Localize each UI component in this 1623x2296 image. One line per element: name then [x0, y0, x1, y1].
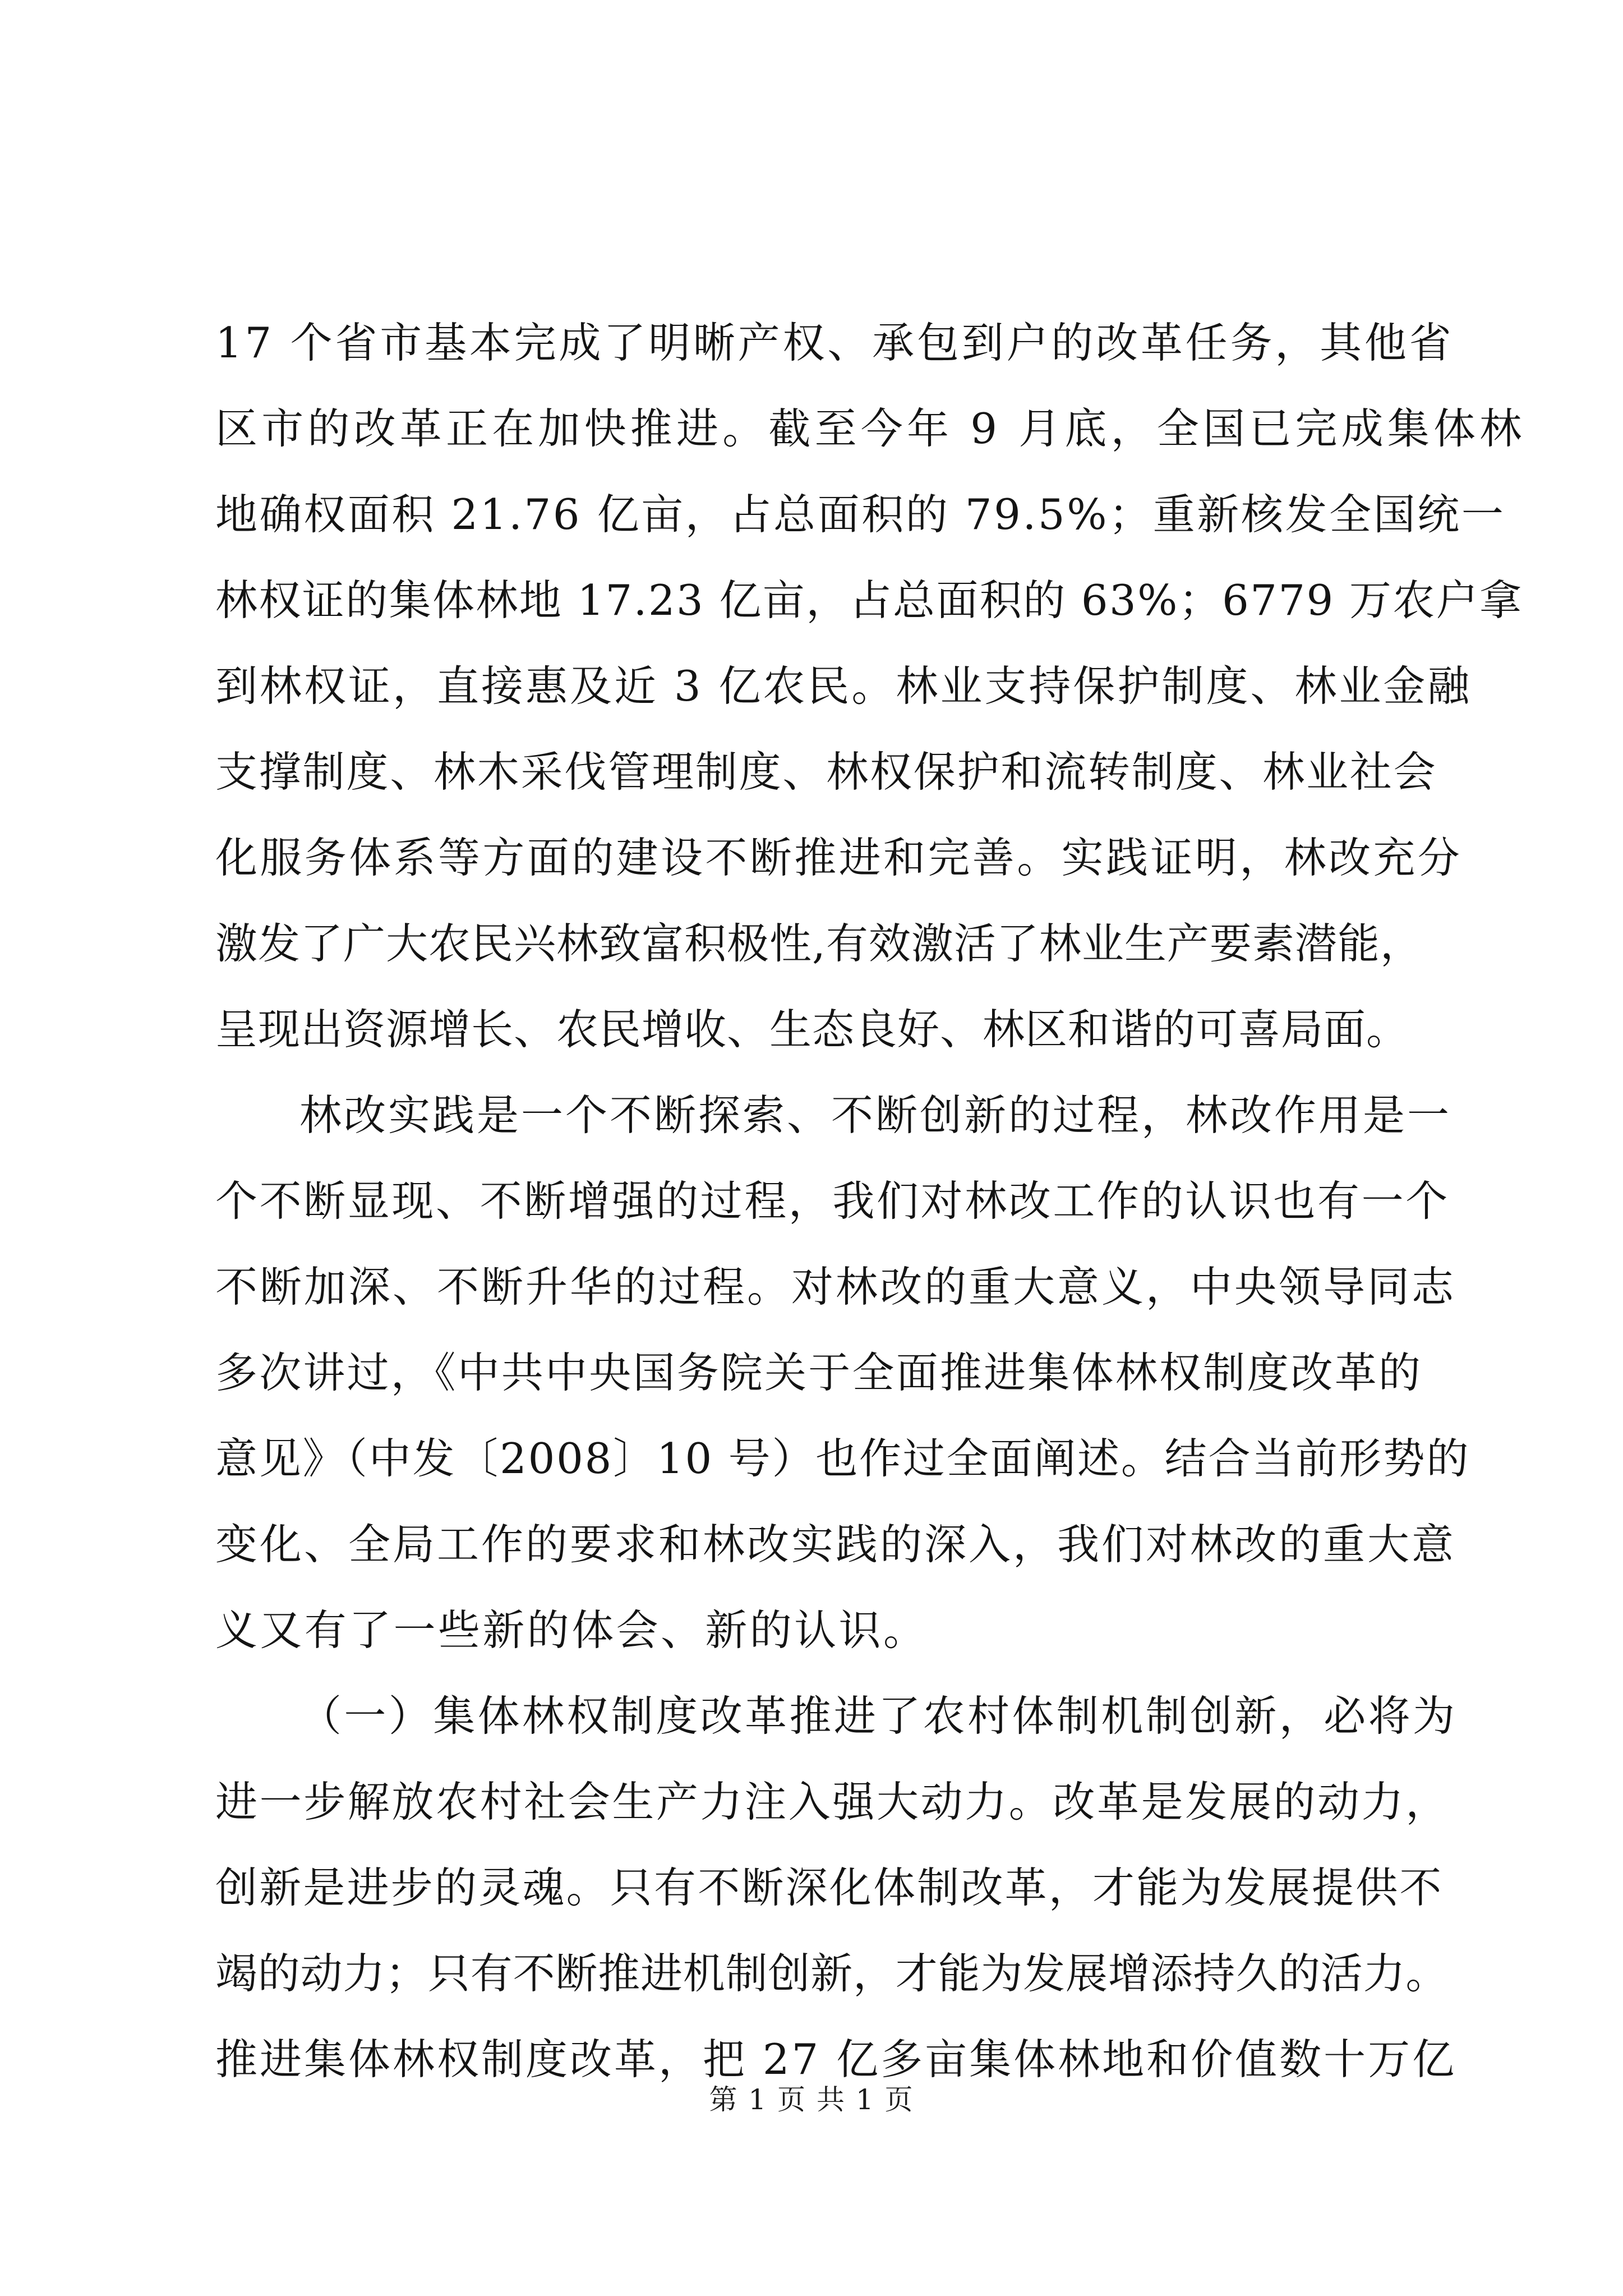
section-heading-line: （一）集体林权制度改革推进了农村体制机制创新，必将为	[299, 1691, 1458, 1741]
page-footer: 第 1 页 共 1 页	[709, 2083, 914, 2116]
text-line: 不断加深、不断升华的过程。对林改的重大意义，中央领导同志	[215, 1262, 1456, 1312]
text-line: 进一步解放农村社会生产力注入强大动力。改革是发展的动力，	[215, 1777, 1450, 1826]
text-line: 义又有了一些新的体会、新的认识。	[215, 1605, 928, 1655]
text-line: 到林权证，直接惠及近 3 亿农民。林业支持保护制度、林业金融	[215, 661, 1472, 711]
text-line: 林权证的集体林地 17.23 亿亩，占总面积的 63%；6779 万农户拿	[215, 576, 1523, 625]
text-line: 化服务体系等方面的建设不断推进和完善。实践证明，林改充分	[215, 833, 1463, 882]
text-line: 个不断显现、不断增强的过程，我们对林改工作的认识也有一个	[215, 1176, 1450, 1226]
text-line: 竭的动力；只有不断推进机制创新，才能为发展增添持久的活力。	[215, 1949, 1449, 1998]
body-text	[215, 300, 1526, 2102]
text-line: 地确权面积 21.76 亿亩，占总面积的 79.5%；重新核发全国统一	[215, 490, 1506, 539]
text-line: 创新是进步的灵魂。只有不断深化体制改革，才能为发展提供不	[215, 1863, 1444, 1912]
text-line: 支撑制度、林木采伐管理制度、林权保护和流转制度、林业社会	[215, 747, 1437, 797]
paragraph-start-line: 林改实践是一个不断探索、不断创新的过程，林改作用是一	[299, 1091, 1452, 1140]
text-line: 变化、全局工作的要求和林改实践的深入，我们对林改的重大意	[215, 1520, 1456, 1569]
text-line: 意见》（中发〔2008〕10 号）也作过全面阐述。结合当前形势的	[215, 1434, 1470, 1483]
text-line: 呈现出资源增长、农民增收、生态良好、林区和谐的可喜局面。	[215, 1005, 1409, 1054]
text-line: 推进集体林权制度改革，把 27 亿多亩集体林地和价值数十万亿	[215, 2035, 1457, 2084]
text-line: 区市的改革正在加快推进。截至今年 9 月底，全国已完成集体林	[215, 404, 1526, 453]
text-line: 17 个省市基本完成了明晰产权、承包到户的改革任务，其他省	[215, 318, 1454, 367]
text-line: 激发了广大农民兴林致富积极性,有效激活了林业生产要素潜能，	[215, 919, 1423, 968]
text-line: 多次讲过，《中共中央国务院关于全面推进集体林权制度改革的	[215, 1348, 1423, 1397]
